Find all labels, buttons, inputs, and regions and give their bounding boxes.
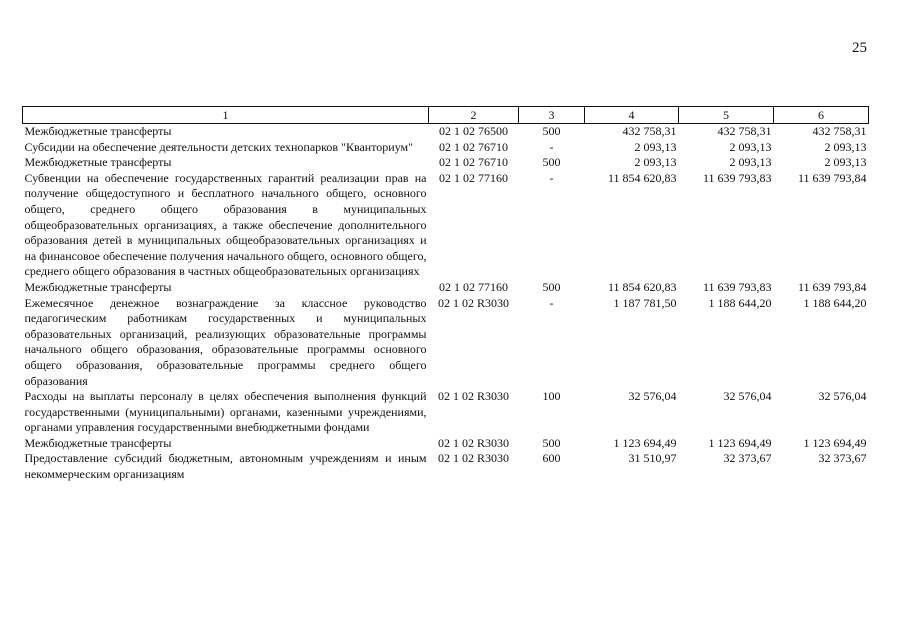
row-value-2: 2 093,13 (729, 139, 772, 154)
row-code: 02 1 02 76710 (439, 139, 508, 154)
budget-table (22, 106, 869, 483)
row-value-1: 2 093,13 (634, 139, 677, 154)
row-value-3: 2 093,13 (824, 155, 867, 170)
row-value-2: 11 639 793,83 (702, 279, 772, 294)
row-name: Межбюджетные трансферты (24, 155, 172, 170)
row-value-2: 1 123 694,49 (708, 435, 772, 450)
row-name: Предоставление субсидий бюджетным, автономным учреждениям и иным некоммерческим организациям (24, 451, 427, 482)
row-value-1: 1 187 781,50 (613, 295, 677, 310)
row-value-2: 432 758,31 (717, 124, 772, 138)
table-row (23, 451, 869, 482)
row-name: Субсидии на обеспечение деятельности детских технопарков "Кванториум" (24, 139, 414, 154)
row-value-3: 32 576,04 (818, 389, 867, 404)
table-row (23, 155, 869, 171)
row-value-2: 2 093,13 (729, 155, 772, 170)
table-row (23, 280, 869, 296)
row-value-2: 11 639 793,83 (702, 170, 772, 185)
row-code: 02 1 02 R3030 (437, 295, 509, 310)
column-header: 1 (23, 107, 429, 124)
row-code: 02 1 02 R3030 (437, 451, 509, 466)
row-name: Ежемесячное денежное вознаграждение за классное руководство педагогическим работникам государственных и муниципальных образовательных организаций, реализующих образовательные программы начального общего образования, образовательные программы основного общего образования, образовательные программы среднего общего образования (24, 295, 427, 388)
row-name: Межбюджетные трансферты (24, 279, 172, 294)
row-expense-type: 100 (542, 389, 561, 404)
row-code: 02 1 02 R3030 (437, 389, 509, 404)
row-value-2: 32 373,67 (723, 451, 772, 466)
row-expense-type: 600 (542, 451, 561, 466)
page-number: 25 (852, 40, 867, 56)
table-row (23, 171, 869, 280)
row-value-1: 2 093,13 (634, 155, 677, 170)
row-expense-type: 500 (542, 279, 561, 294)
row-code: 02 1 02 R3030 (437, 435, 509, 450)
table-row (23, 140, 869, 156)
row-value-1: 1 123 694,49 (613, 435, 677, 450)
table-row (23, 389, 869, 436)
row-value-1: 432 758,31 (622, 124, 677, 138)
row-expense-type: - (549, 170, 554, 185)
row-expense-type: - (549, 139, 554, 154)
row-value-1: 32 576,04 (628, 389, 677, 404)
row-expense-type: 500 (542, 155, 561, 170)
row-value-1: 11 854 620,83 (607, 279, 677, 294)
column-header: 3 (519, 107, 585, 124)
table-row (23, 124, 869, 140)
column-header: 2 (429, 107, 519, 124)
row-expense-type: 500 (542, 124, 561, 138)
row-value-1: 31 510,97 (628, 451, 677, 466)
row-value-3: 11 639 793,84 (797, 279, 867, 294)
row-value-3: 32 373,67 (818, 451, 867, 466)
row-value-3: 432 758,31 (812, 124, 867, 138)
row-code: 02 1 02 76500 (439, 124, 508, 138)
table-row (23, 296, 869, 390)
row-value-2: 1 188 644,20 (708, 295, 772, 310)
row-value-3: 11 639 793,84 (797, 170, 867, 185)
row-name: Субвенции на обеспечение государственных гарантий реализации прав на получение общедоступного и бесплатного начального общего, основного общего, среднего общего образования в муниципальных общеобразовательных организациях, а также обеспечение дополнительного образования детей в муниципальных общеобразовательных организациях и на финансовое обеспечение получения начального общего, основного общего, среднего общего образования в частных общеобразовательных организациях (24, 170, 427, 279)
row-expense-type: - (549, 295, 554, 310)
row-name: Расходы на выплаты персоналу в целях обеспечения выполнения функций государственными (муниципальными) органами, казенными учреждениями, органами управления государственными внебюджетными фондами (24, 389, 427, 435)
row-value-3: 2 093,13 (824, 139, 867, 154)
table-header-row (23, 107, 869, 124)
row-value-3: 1 123 694,49 (803, 435, 867, 450)
column-header: 6 (774, 107, 869, 124)
column-header: 5 (679, 107, 774, 124)
row-code: 02 1 02 77160 (439, 279, 508, 294)
row-value-2: 32 576,04 (723, 389, 772, 404)
row-value-3: 1 188 644,20 (803, 295, 867, 310)
row-code: 02 1 02 76710 (439, 155, 508, 170)
row-name: Межбюджетные трансферты (24, 435, 172, 450)
table-row (23, 436, 869, 452)
row-code: 02 1 02 77160 (439, 170, 508, 185)
row-value-1: 11 854 620,83 (607, 170, 677, 185)
column-header: 4 (585, 107, 679, 124)
row-name: Межбюджетные трансферты (24, 124, 172, 138)
row-expense-type: 500 (542, 435, 561, 450)
